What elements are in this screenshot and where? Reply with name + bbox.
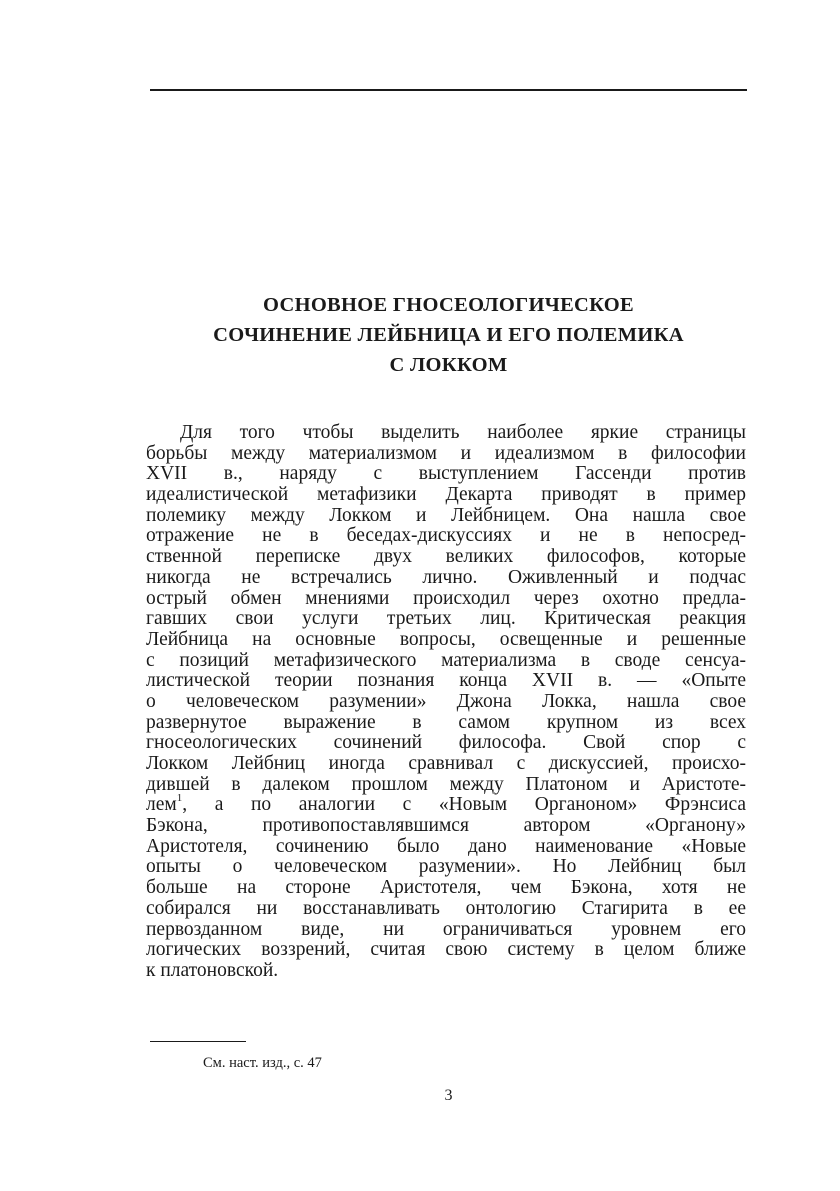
body-line: с позиций метафизического материализма в своде сенсуа- [146,649,746,671]
body-line: Бэкона, противопоставлявшимся автором «Органону» [146,815,746,837]
page-number: 3 [444,1087,453,1104]
body-line: отражение не в беседах-дискуссиях и не в непосред- [146,525,746,547]
body-line: Локком Лейбниц иногда сравнивал с дискуссией, происхо- [146,753,746,774]
body-line: к платоновской. [146,959,279,981]
body-line-start: лем [146,794,177,816]
body-line: Лейбница на основные вопросы, освещенные и решенные [146,628,746,650]
footnote-text: См. наст. изд., с. 47 [203,1055,322,1071]
chapter-title-line: СОЧИНЕНИЕ ЛЕЙБНИЦА И ЕГО ПОЛЕМИКА [213,324,684,346]
chapter-title [150,290,747,380]
body-line: дившей в далеком прошлом между Платоном и Аристоте- [146,773,746,795]
body-line: развернутое выражение в самом крупном из всех [146,711,746,733]
footnote-rule [150,1041,246,1042]
body-line: острый обмен мнениями происходил через охотно предла- [146,587,746,609]
top-rule [150,89,747,91]
body-line: Для того чтобы выделить наиболее яркие страницы [180,422,746,443]
body-line: опыты о человеческом разумении». Но Лейбниц был [146,856,746,878]
body-line: гносеологических сочинений философа. Свой спор с [146,732,746,754]
body-line: полемику между Локком и Лейбницем. Она нашла свое [146,504,746,526]
body-line: XVII в., наряду с выступлением Гассенди против [146,463,746,485]
body-line: борьбы между материализмом и идеализмом в философии [146,442,746,464]
body-line: больше на стороне Аристотеля, чем Бэкона, хотя не [146,877,746,899]
body-line: никогда не встречались лично. Оживленный и подчас [146,566,746,588]
body-line: о человеческом разумении» Джона Локка, нашла свое [146,690,746,712]
body-line: идеалистической метафизики Декарта приводят в пример [146,484,746,506]
body-line: Аристотеля, сочинению было дано наименование «Новые [146,835,746,857]
body-line: ственной переписке двух великих философов, которые [146,546,746,568]
footnote-marker: 1 [176,792,183,805]
body-line: первозданном виде, ни ограничиваться уровнем его [146,918,746,940]
chapter-title-line: С ЛОККОМ [389,354,508,376]
body-line: листической теории познания конца XVII в. — «Опыте [146,670,746,692]
body-paragraph [146,423,746,982]
body-line: логических воззрений, считая свою систему в целом ближе [146,939,746,961]
body-line-with-footnote [146,792,746,816]
body-line: собирался ни восстанавливать онтологию Стагирита в ее [146,897,746,919]
body-line-rest: , а по аналогии с «Новым Органоном» Фрэнсиса [182,794,746,816]
body-line: гавших свои услуги третьих лиц. Критическая реакция [146,608,746,630]
chapter-title-line: ОСНОВНОЕ ГНОСЕОЛОГИЧЕСКОЕ [262,294,635,316]
